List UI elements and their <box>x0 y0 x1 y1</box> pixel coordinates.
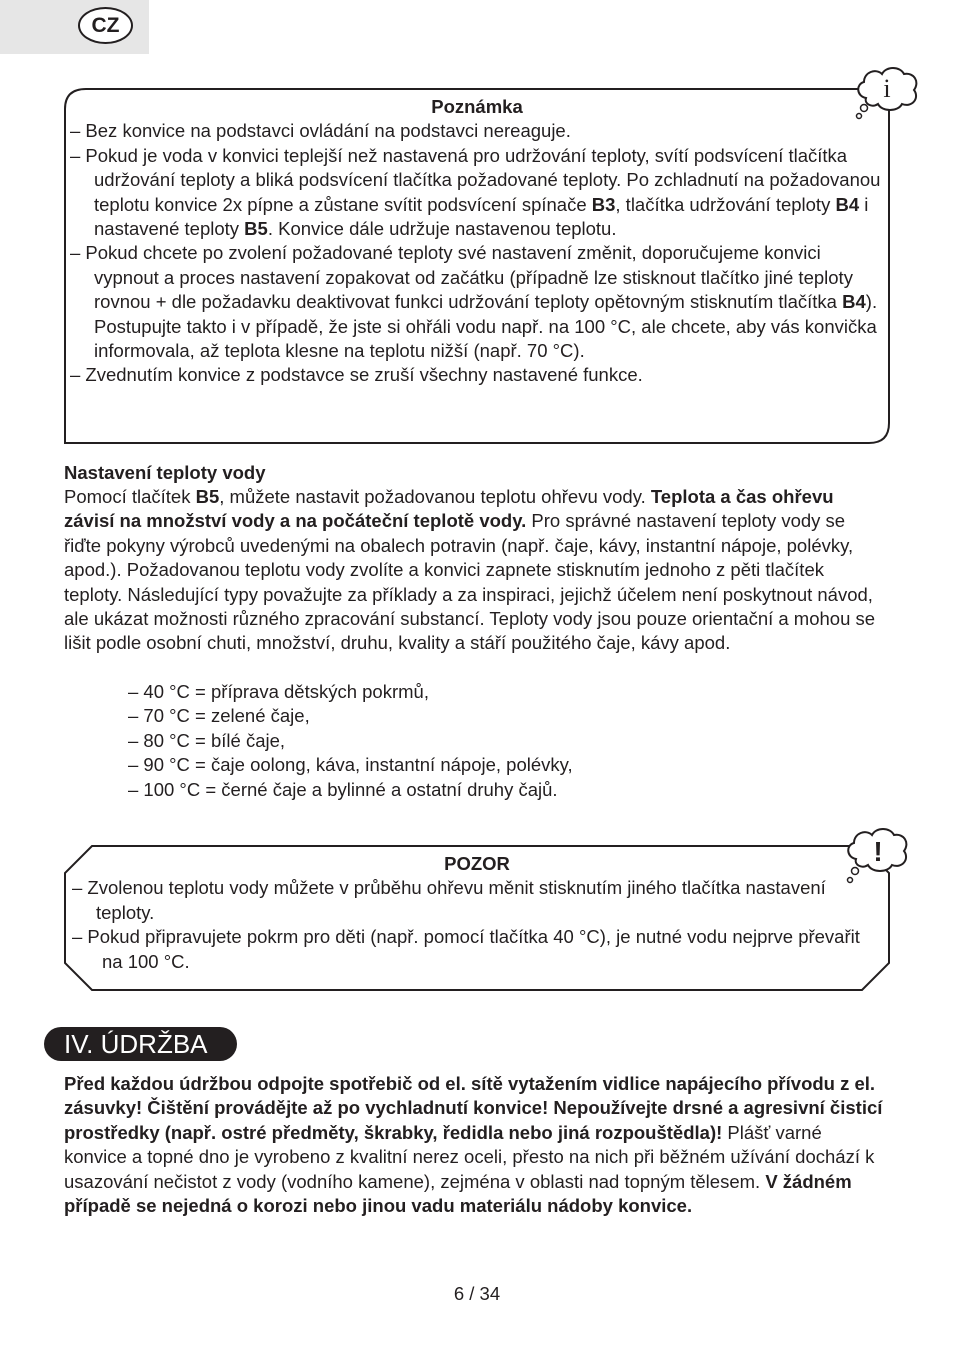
note-title: Poznámka <box>431 96 523 117</box>
language-tab <box>0 0 149 54</box>
list-item: – 80 °C = bílé čaje, <box>128 729 286 751</box>
warning-box <box>64 845 890 991</box>
svg-text:i: i <box>883 74 891 103</box>
info-cloud-icon <box>852 64 922 124</box>
svg-text:!: ! <box>873 836 883 867</box>
list-item: – 100 °C = černé čaje a bylinné a ostatní druhy čajů. <box>128 778 558 800</box>
note-item-4: – Zvednutím konvice z podstavce se zruší všechny nastavené funkce. <box>70 364 643 386</box>
list-item: – 70 °C = zelené čaje, <box>128 705 310 727</box>
section-title: IV. ÚDRŽBA <box>44 1027 237 1061</box>
list-item: – 40 °C = příprava dětských pokrmů, <box>128 681 429 702</box>
list-item: – 90 °C = čaje oolong, káva, instantní nápoje, polévky, <box>128 754 573 776</box>
note-item-1: – Bez konvice na podstavci ovládání na podstavci nereaguje. <box>70 120 571 142</box>
temp-list <box>128 680 573 802</box>
language-badge: CZ <box>78 7 133 44</box>
note-item-2: – Pokud je voda v konvici teplejší než nastavená pro udržování teploty, svítí podsvícení tlačítka udržování teploty a bliká podsvícení tlačítka požadované teploty. Po zchladnutí na požadovanou teplotu konvice 2x pípne a zůstane svítit podsvícení spínače B3, tlačítka udržování teploty B4 i nastavené teploty B5. Konvice dále udržuje nastavenou teplotu. <box>70 144 881 240</box>
note-item-3: – Pokud chcete po zvolení požadované teploty své nastavení změnit, doporučujeme konvici vypnout a proces nastavení zopakovat od začátku (případně lze stisknout tlačítko jiné teploty rovnou + dle požadavku deaktivovat funkci udržování teploty opětovným stisknutím tlačítka B4). Postupujte takto i v případě, že jste si ohřáli vodu např. na 100 °C, ale chcete, aby vás konvička informovala, až teplota klesne na teplotu nižší (např. 70 °C). <box>70 242 878 362</box>
warning-item-1: – Zvolenou teplotu vody můžete v průběhu ohřevu měnit stisknutím jiného tlačítka nastavení teploty. <box>72 877 826 923</box>
temp-intro: Pomocí tlačítek B5, můžete nastavit požadovanou teplotu ohřevu vody. Teplota a čas ohřevu závisí na množství vody a na počáteční teplotě vody. Pro správné nastavení teploty vody se řiďte pokyny výrobců uvedenými na obalech potravin (např. čaje, kávy, instantní nápoje, polévky, apod.). Požadovanou teplotu vody zvolíte a konvici zapnete stisknutím jednoho z pěti tlačítek teploty. Následující typy považujte za příklady a za inspiraci, jejichž účelem není poskytnout návod, ale ukázat možnosti různého zpracování substancí. Teploty vody jsou pouze orientační a mohou se lišit podle osobní chuti, množství, druhu, kvality a stáří použitého čaje, kávy apod. <box>64 486 876 654</box>
temp-heading: Nastavení teploty vody <box>64 462 266 483</box>
warning-item-2: – Pokud připravujete pokrm pro děti (např. pomocí tlačítka 40 °C), je nutné vodu nejprve převařit na 100 °C. <box>72 926 860 972</box>
note-box <box>64 88 890 444</box>
page-number: 6 / 34 <box>453 1283 501 1304</box>
warning-title: POZOR <box>444 853 510 874</box>
maintenance-text: Před každou údržbou odpojte spotřebič od el. sítě vytažením vidlice napájecího přívodu z el. zásuvky! Čištění provádějte až po vychladnutí konvice! Nepoužívejte drsné a agresivní čisticí prostředky (např. ostré předměty, škrabky, ředidla nebo jiná rozpouštědla)! Plášť varné konvice a topné dno je vyrobeno z kvalitní nerez oceli, přesto na nich při běžném užívání dochází k usazování nečistot z vody (vodního kamene), zejména v oblasti nad topným tělesem. V žádném případě se nejedná o korozi nebo jinou vadu materiálu nádoby konvice. <box>64 1073 883 1217</box>
exclamation-cloud-icon <box>842 823 914 889</box>
